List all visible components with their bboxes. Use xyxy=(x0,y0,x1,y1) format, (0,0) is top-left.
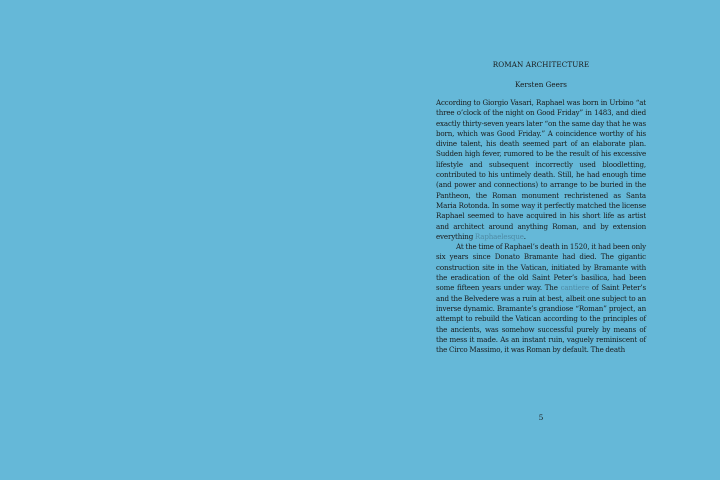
author-name: Kersten Geers xyxy=(515,80,567,89)
cantiere-link[interactable]: cantiere xyxy=(560,283,590,293)
paragraph-2-text: At the time of Raphael’s death in 1520, it had been only six years since Donato Bramante had died. The gigantic construction site in the Vatican, initiated by Bramante with the eradication of the old Saint Peter’s basilica, had been some fifteen years under way. The xyxy=(436,242,646,293)
body-text xyxy=(436,98,646,355)
paragraph-2-end: of Saint Peter’s and the Belvedere was a ruin at best, albeit one subject to an inverse dynamic. Bramante’s grandiose “Roman” project, an attempt to rebuild the Vatican according to the principles of the ancients, was somehow successful purely by means of the mess it made. As an instant ruin, vaguely reminiscent of the Circo Massimo, it was Roman by default. The death xyxy=(436,283,646,355)
section-title: ROMAN ARCHITECTURE xyxy=(492,60,590,69)
paragraph-1 xyxy=(436,98,646,242)
paragraph-2 xyxy=(436,242,646,355)
page-number: 5 xyxy=(538,413,544,422)
paragraph-1-end: . xyxy=(523,231,526,241)
paragraph-1-text: According to Giorgio Vasari, Raphael was born in Urbino “at three o’clock of the night on Good Friday” in 1483, and died exactly thirty-seven years later “on the same day that he was born, which was Good Friday.” A coincidence worthy of his divine talent, his death seemed part of an elaborate plan. Sudden high fever, rumored to be the result of his excessive lifestyle and subsequent incorrectly used bloodletting, contributed to his untimely death. Still, he had enough time (and power and connections) to arrange to be buried in the Pantheon, the Roman monument rechristened as Santa Maria Rotonda. In some way it perfectly matched the license Raphael seemed to have acquired in his short life as artist and architect around anything Roman, and by extension everything xyxy=(436,98,646,241)
raphaelesque-link[interactable]: Raphaelesque xyxy=(474,231,524,241)
right-page xyxy=(436,58,646,355)
